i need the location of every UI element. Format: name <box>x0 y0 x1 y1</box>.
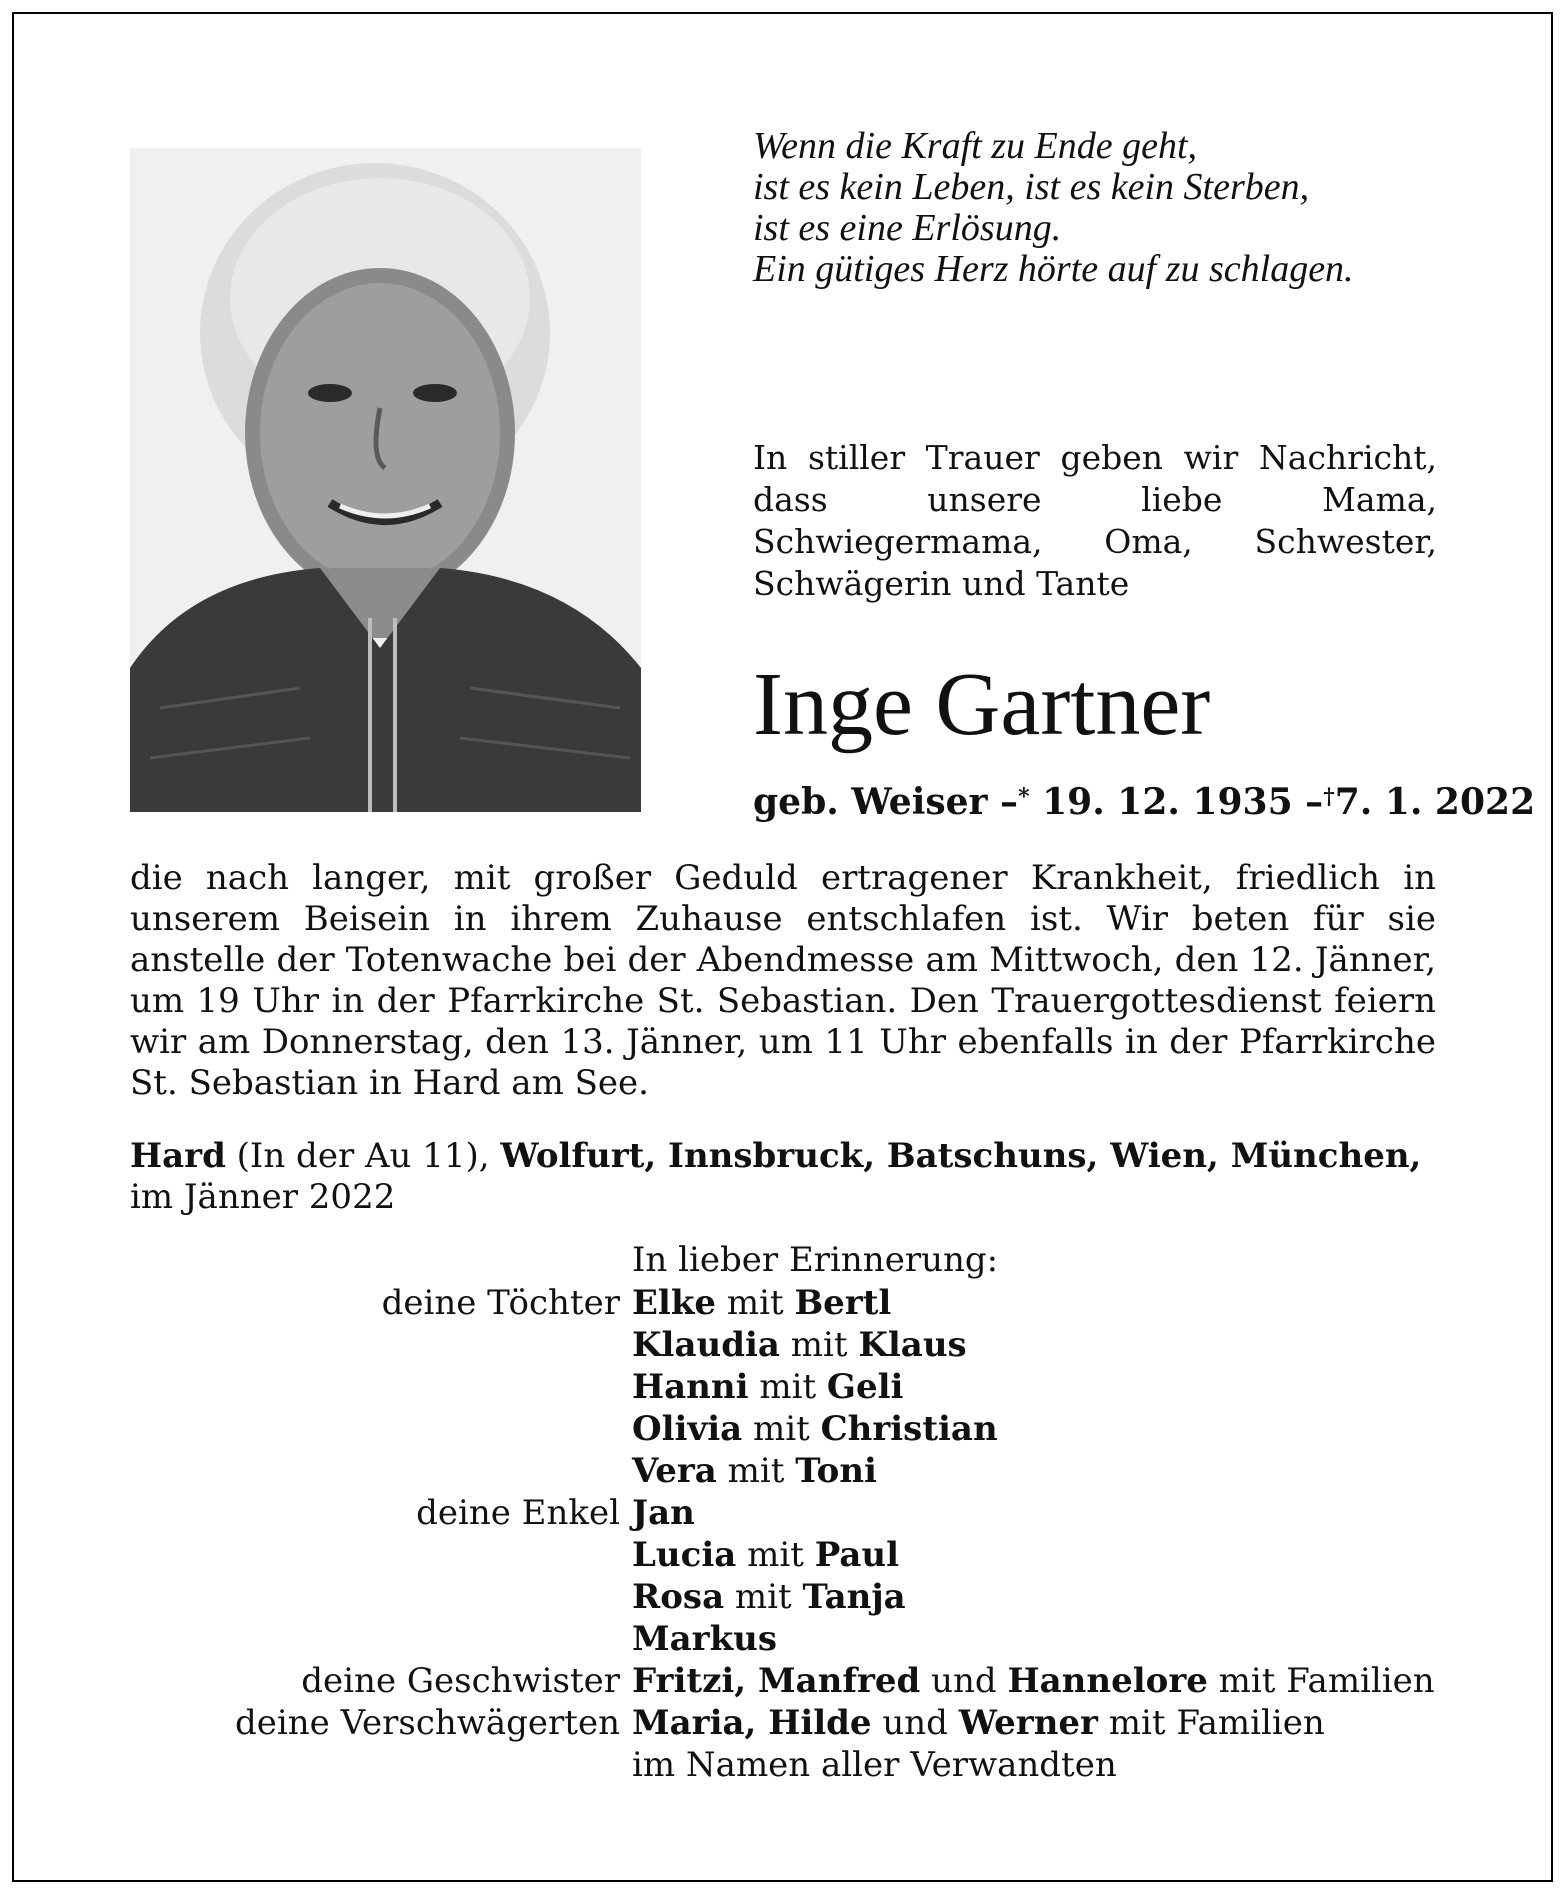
memory-label: In lieber Erinnerung: <box>632 1240 999 1280</box>
portrait-illustration <box>130 148 641 812</box>
mourner-connector: mit <box>724 1577 803 1617</box>
mourner-name: Hanni <box>632 1367 749 1407</box>
place-date: im Jänner 2022 <box>130 1177 396 1217</box>
birth-symbol: * <box>1018 784 1030 810</box>
mourner-row <box>0 1408 1567 1450</box>
mourner-name: Elke <box>632 1283 717 1323</box>
quote-line: ist es eine Erlösung. <box>753 207 1062 249</box>
mourner-row <box>0 1534 1567 1576</box>
mourner-name: Lucia <box>632 1535 737 1575</box>
mourner-row <box>0 1576 1567 1618</box>
mourner-row <box>0 1282 1567 1324</box>
mourner-names <box>632 1282 891 1324</box>
mourner-connector: mit <box>716 1283 795 1323</box>
mourner-connector: mit <box>779 1325 859 1365</box>
mourner-relation: deine Geschwister <box>301 1661 620 1701</box>
mourner-name: Olivia <box>632 1409 743 1449</box>
mourner-name: Fritzi, Manfred <box>632 1661 921 1701</box>
mourner-row <box>0 1324 1567 1366</box>
mourner-name: Tanja <box>802 1577 906 1617</box>
mourner-connector: mit <box>716 1451 796 1491</box>
quote-block <box>753 126 1513 290</box>
mourner-row <box>0 1702 1567 1744</box>
intro-text: In stiller Trauer geben wir Nachricht, dass unsere liebe Mama, Schwiegermama, Oma, Schwester, Schwägerin und Tante <box>753 438 1437 603</box>
mourner-name: Christian <box>820 1409 998 1449</box>
mourner-names <box>632 1618 777 1660</box>
mourner-name: Hannelore <box>1007 1661 1208 1701</box>
mourner-names <box>632 1408 998 1450</box>
mourner-name: Toni <box>795 1451 877 1491</box>
mourner-row <box>0 1660 1567 1702</box>
mourner-connector: mit Familien <box>1097 1703 1325 1743</box>
mourner-relation: deine Töchter <box>381 1283 620 1323</box>
birth-date: 19. 12. 1935 – <box>1042 781 1324 823</box>
quote-line: Ein gütiges Herz hörte auf zu schlagen. <box>753 248 1354 290</box>
mourner-connector: und <box>871 1703 959 1743</box>
place-others: Wolfurt, Innsbruck, Batschuns, Wien, München, <box>500 1136 1422 1176</box>
mourner-row <box>0 1366 1567 1408</box>
life-dates <box>753 775 1535 824</box>
mourner-name: Rosa <box>632 1577 725 1617</box>
mourner-names <box>632 1366 903 1408</box>
mourner-names <box>632 1744 1117 1786</box>
mourner-connector: mit <box>748 1367 827 1407</box>
death-symbol: † <box>1323 784 1335 810</box>
mourner-connector: mit <box>736 1535 815 1575</box>
mourner-row <box>0 1618 1567 1660</box>
mourner-name: Maria, Hilde <box>632 1703 872 1743</box>
mourner-name: Vera <box>632 1451 717 1491</box>
place-address: (In der Au 11), <box>225 1136 501 1176</box>
mourner-row <box>0 1492 1567 1534</box>
mourners-list <box>0 1282 1567 1786</box>
mourner-name: Geli <box>826 1367 904 1407</box>
mourner-connector: im Namen aller Verwandten <box>632 1745 1117 1785</box>
mourner-names <box>632 1702 1325 1744</box>
quote-line: Wenn die Kraft zu Ende geht, <box>753 125 1197 167</box>
mourner-names <box>632 1492 695 1534</box>
mourner-connector: mit Familien <box>1207 1661 1435 1701</box>
mourner-names <box>632 1324 967 1366</box>
place-hard: Hard <box>130 1136 226 1176</box>
mourner-name: Werner <box>958 1703 1098 1743</box>
mourner-row <box>0 1744 1567 1786</box>
mourner-names <box>632 1576 906 1618</box>
birth-name: geb. Weiser – <box>753 781 1019 823</box>
mourner-name: Klaus <box>858 1325 967 1365</box>
mourner-name: Bertl <box>794 1283 892 1323</box>
mourner-name: Jan <box>632 1493 695 1533</box>
mourner-row <box>0 1450 1567 1492</box>
deceased-name: Inge Gartner <box>753 655 1211 754</box>
portrait-photo <box>130 148 641 812</box>
quote-line: ist es kein Leben, ist es kein Sterben, <box>753 166 1310 208</box>
body-text: die nach langer, mit großer Geduld ertragener Krankheit, friedlich in unserem Beisein in ihrem Zuhause entschlafen ist. Wir beten für sie anstelle der Totenwache bei der Abendmesse am Mittwoch, den 12. Jänner, um 19 Uhr in der Pfarrkirche St. Sebastian. Den Trauergottesdienst feiern wir am Donnerstag, den 13. Jänner, um 11 Uhr ebenfalls in der Pfarrkirche St. Sebastian in Hard am See. <box>130 858 1436 1103</box>
mourner-relation: deine Verschwägerten <box>235 1703 620 1743</box>
death-date: 7. 1. 2022 <box>1334 781 1536 823</box>
mourner-name: Klaudia <box>632 1325 780 1365</box>
mourner-names <box>632 1450 877 1492</box>
mourner-connector: und <box>920 1661 1008 1701</box>
places-block <box>130 1136 1436 1218</box>
mourner-names <box>632 1534 899 1576</box>
mourner-name: Markus <box>632 1619 777 1659</box>
mourner-names <box>632 1660 1435 1702</box>
mourner-name: Paul <box>814 1535 900 1575</box>
mourner-relation: deine Enkel <box>416 1493 620 1533</box>
mourner-connector: mit <box>742 1409 821 1449</box>
